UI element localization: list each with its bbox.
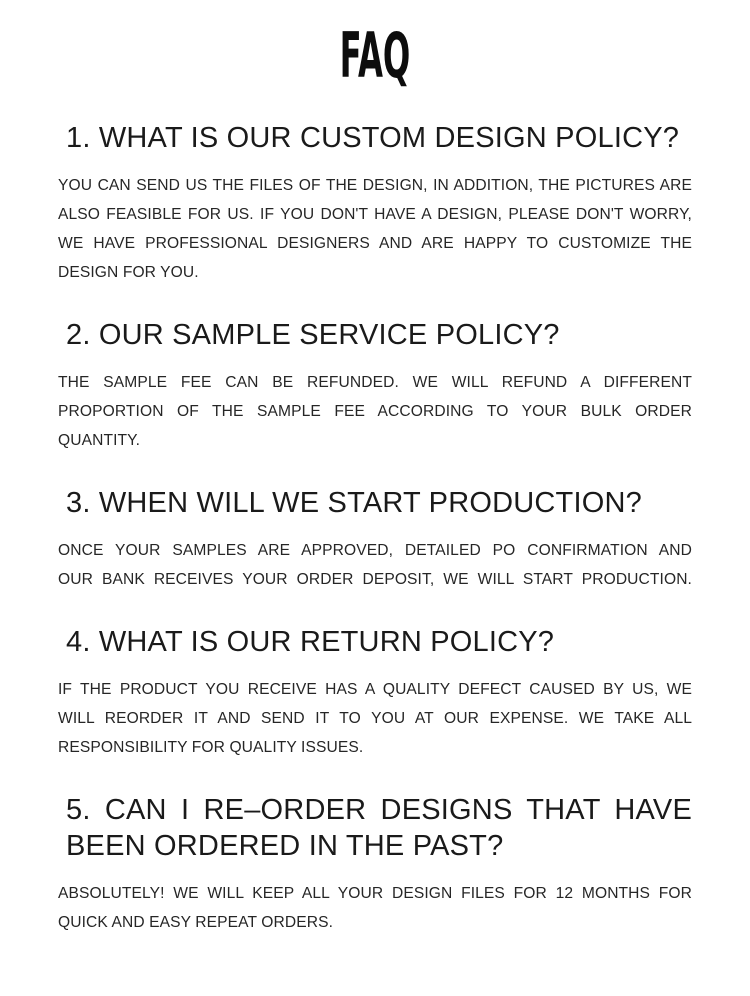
text-line: WILL REORDER IT AND SEND IT TO YOU AT OUR EXPENSE. WE TAKE ALL	[58, 710, 692, 727]
text-line: ONCE YOUR SAMPLES ARE APPROVED, DETAILED PO CONFIRMATION AND	[58, 542, 692, 559]
question-heading-5	[58, 792, 692, 864]
answer-paragraph-4	[58, 675, 692, 762]
text-line: QUICK AND EASY REPEAT ORDERS.	[58, 914, 333, 931]
question-heading-2	[58, 317, 692, 353]
answer-paragraph-1	[58, 171, 692, 287]
answer-paragraph-3	[58, 536, 692, 594]
question-heading-1	[58, 120, 692, 156]
faq-section-1	[58, 120, 692, 287]
text-line: BEEN ORDERED IN THE PAST?	[66, 830, 504, 862]
text-line: ALSO FEASIBLE FOR US. IF YOU DON'T HAVE A DESIGN, PLEASE DON'T WORRY,	[58, 206, 692, 223]
text-line: 2. OUR SAMPLE SERVICE POLICY?	[66, 319, 560, 351]
text-line: WE HAVE PROFESSIONAL DESIGNERS AND ARE HAPPY TO CUSTOMIZE THE	[58, 235, 692, 252]
answer-paragraph-5	[58, 879, 692, 937]
faq-section-4	[58, 624, 692, 762]
text-line: OUR BANK RECEIVES YOUR ORDER DEPOSIT, WE WILL START PRODUCTION.	[58, 571, 692, 588]
text-line: THE SAMPLE FEE CAN BE REFUNDED. WE WILL REFUND A DIFFERENT	[58, 374, 692, 391]
answer-paragraph-2	[58, 368, 692, 455]
faq-section-5	[58, 792, 692, 937]
text-line: 1. WHAT IS OUR CUSTOM DESIGN POLICY?	[66, 122, 680, 154]
faq-section-3	[58, 485, 692, 594]
page-title-text: FAQ	[339, 19, 411, 92]
question-heading-3	[58, 485, 692, 521]
text-line: YOU CAN SEND US THE FILES OF THE DESIGN, IN ADDITION, THE PICTURES ARE	[58, 177, 692, 194]
question-heading-4	[58, 624, 692, 660]
text-line: 5. CAN I RE–ORDER DESIGNS THAT HAVE	[66, 794, 692, 826]
text-line: PROPORTION OF THE SAMPLE FEE ACCORDING TO YOUR BULK ORDER	[58, 403, 692, 420]
text-line: DESIGN FOR YOU.	[58, 264, 199, 281]
page-title	[58, 19, 692, 92]
text-line: RESPONSIBILITY FOR QUALITY ISSUES.	[58, 739, 364, 756]
text-line: 3. WHEN WILL WE START PRODUCTION?	[66, 487, 642, 519]
faq-section-2	[58, 317, 692, 455]
text-line: 4. WHAT IS OUR RETURN POLICY?	[66, 626, 555, 658]
text-line: ABSOLUTELY! WE WILL KEEP ALL YOUR DESIGN FILES FOR 12 MONTHS FOR	[58, 885, 692, 902]
text-line: IF THE PRODUCT YOU RECEIVE HAS A QUALITY DEFECT CAUSED BY US, WE	[58, 681, 692, 698]
text-line: QUANTITY.	[58, 432, 141, 449]
